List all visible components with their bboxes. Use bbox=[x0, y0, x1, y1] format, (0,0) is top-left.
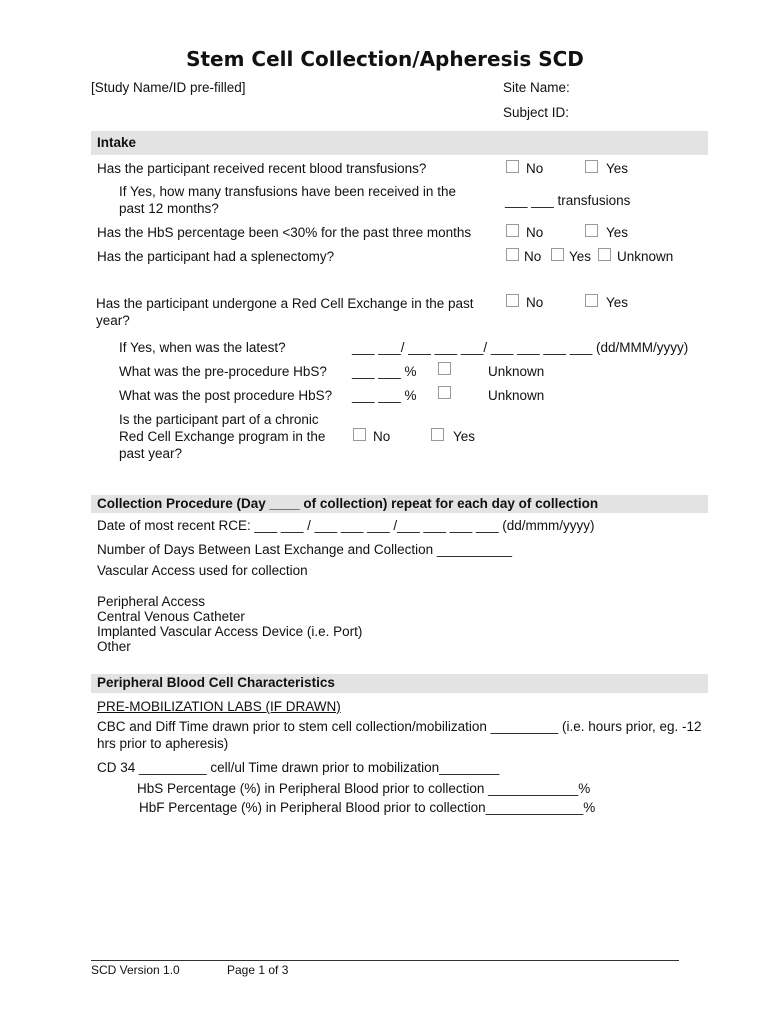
rce-question: Has the participant undergone a Red Cell Exchange in the past year? bbox=[96, 296, 474, 328]
site-name-label: Site Name: bbox=[503, 80, 570, 95]
access-option: Implanted Vascular Access Device (i.e. Port) bbox=[97, 624, 363, 639]
splenectomy-unknown-label: Unknown bbox=[617, 249, 674, 264]
access-option: Peripheral Access bbox=[97, 594, 206, 609]
post-procedure-hbs-question: What was the post procedure HbS? bbox=[119, 388, 333, 403]
chronic-rce-question: Is the participant part of a chronic Red Cell Exchange program in the past year? bbox=[119, 412, 326, 461]
rce-no-checkbox[interactable] bbox=[506, 294, 519, 307]
subject-id-label: Subject ID: bbox=[503, 105, 570, 120]
chronic-rce-yes-checkbox[interactable] bbox=[431, 428, 444, 441]
splenectomy-unknown-checkbox[interactable] bbox=[598, 248, 611, 261]
hbs-percentage-field[interactable]: HbS Percentage (%) in Peripheral Blood prior to collection ____________% bbox=[137, 781, 591, 796]
splenectomy-no-checkbox[interactable] bbox=[506, 248, 519, 261]
post-procedure-hbs-field[interactable]: ___ ___ % bbox=[352, 388, 417, 403]
rce-yes-label: Yes bbox=[606, 295, 629, 310]
splenectomy-yes-checkbox[interactable] bbox=[551, 248, 564, 261]
transfusion-count-field[interactable]: ___ ___ transfusions bbox=[505, 193, 631, 208]
transfusions-yes-label: Yes bbox=[606, 161, 629, 176]
hbs-yes-checkbox[interactable] bbox=[585, 224, 598, 237]
footer-divider bbox=[91, 960, 679, 961]
splenectomy-no-label: No bbox=[524, 249, 542, 264]
days-between-field[interactable]: Number of Days Between Last Exchange and Collection __________ bbox=[97, 542, 513, 557]
hbs-percentage-question: Has the HbS percentage been <30% for the past three months bbox=[97, 225, 472, 240]
transfusions-question: Has the participant received recent blood transfusions? bbox=[97, 161, 427, 176]
chronic-rce-no-label: No bbox=[373, 429, 391, 444]
transfusions-yes-checkbox[interactable] bbox=[585, 160, 598, 173]
pre-procedure-hbs-question: What was the pre-procedure HbS? bbox=[119, 364, 327, 379]
vascular-access-label: Vascular Access used for collection bbox=[97, 563, 308, 578]
hbs-no-checkbox[interactable] bbox=[506, 224, 519, 237]
hbf-percentage-field[interactable]: HbF Percentage (%) in Peripheral Blood prior to collection_____________% bbox=[139, 800, 596, 815]
hbs-yes-label: Yes bbox=[606, 225, 629, 240]
intake-section-header bbox=[91, 131, 708, 155]
rce-latest-date-field[interactable]: ___ ___/ ___ ___ ___/ ___ ___ ___ ___ (dd/MMM/yyyy) bbox=[352, 340, 689, 355]
splenectomy-yes-label: Yes bbox=[569, 249, 592, 264]
hbs-no-label: No bbox=[526, 225, 544, 240]
page-title: Stem Cell Collection/Apheresis SCD bbox=[186, 47, 584, 71]
transfusion-count-question: If Yes, how many transfusions have been received in the past 12 months? bbox=[119, 184, 456, 216]
peripheral-heading: Peripheral Blood Cell Characteristics bbox=[97, 675, 335, 690]
cbc-diff-field[interactable]: CBC and Diff Time drawn prior to stem cell collection/mobilization _________ (i.e. hours prior, eg. -12 hrs prior to apheresis) bbox=[97, 719, 702, 751]
premobilization-labs-heading: PRE-MOBILIZATION LABS (IF DRAWN) bbox=[97, 699, 341, 714]
post-procedure-hbs-unknown-checkbox[interactable] bbox=[438, 386, 451, 399]
splenectomy-question: Has the participant had a splenectomy? bbox=[97, 249, 335, 264]
transfusions-no-label: No bbox=[526, 161, 544, 176]
collection-heading: Collection Procedure (Day ____ of collection) repeat for each day of collection bbox=[97, 496, 599, 511]
intake-heading: Intake bbox=[97, 135, 137, 150]
access-option: Other bbox=[97, 639, 131, 654]
transfusions-no-checkbox[interactable] bbox=[506, 160, 519, 173]
peripheral-section-header bbox=[91, 674, 708, 693]
rce-date-field[interactable]: Date of most recent RCE: ___ ___ / ___ ___ ___ /___ ___ ___ ___ (dd/mmm/yyyy) bbox=[97, 518, 595, 533]
rce-yes-checkbox[interactable] bbox=[585, 294, 598, 307]
pre-procedure-hbs-unknown-label: Unknown bbox=[488, 364, 545, 379]
access-option: Central Venous Catheter bbox=[97, 609, 245, 624]
collection-section-header bbox=[91, 495, 708, 513]
chronic-rce-no-checkbox[interactable] bbox=[353, 428, 366, 441]
footer-version: SCD Version 1.0 bbox=[91, 963, 180, 977]
chronic-rce-yes-label: Yes bbox=[453, 429, 476, 444]
pre-procedure-hbs-unknown-checkbox[interactable] bbox=[438, 362, 451, 375]
rce-latest-question: If Yes, when was the latest? bbox=[119, 340, 286, 355]
pre-procedure-hbs-field[interactable]: ___ ___ % bbox=[352, 364, 417, 379]
cd34-field[interactable]: CD 34 _________ cell/ul Time drawn prior to mobilization________ bbox=[97, 760, 500, 775]
rce-no-label: No bbox=[526, 295, 544, 310]
footer-page-number: Page 1 of 3 bbox=[227, 963, 289, 977]
study-name-label: [Study Name/ID pre-filled] bbox=[91, 80, 246, 95]
post-procedure-hbs-unknown-label: Unknown bbox=[488, 388, 545, 403]
